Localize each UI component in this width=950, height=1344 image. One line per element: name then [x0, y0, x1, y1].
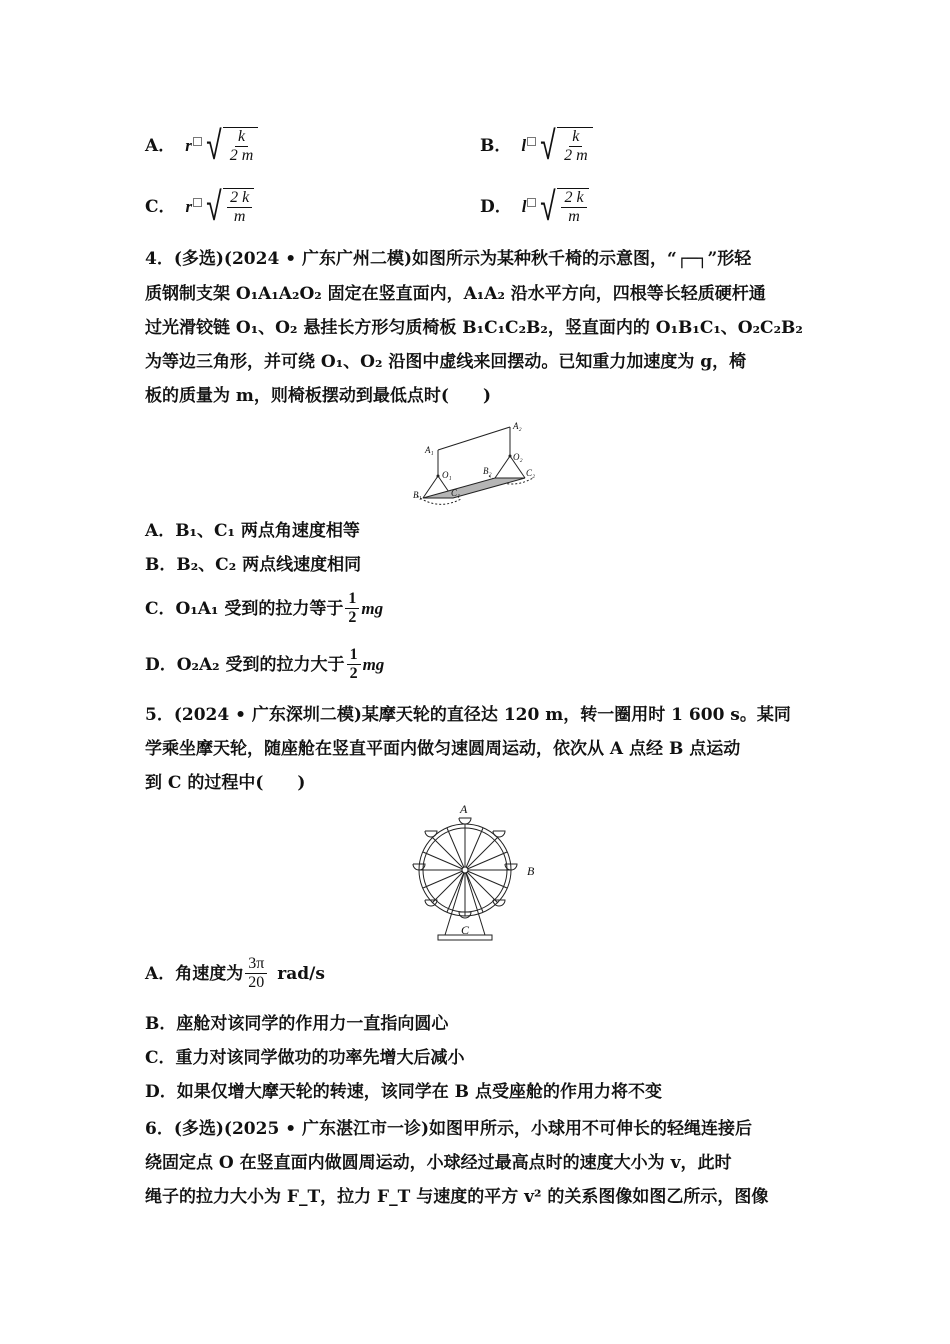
frac-den: 2 m: [229, 147, 254, 164]
q5-stem-line-2: 学乘坐摩天轮，随座舱在竖直平面内做匀速圆周运动，依次从 A 点经 B 点运动: [145, 739, 741, 759]
hub: [462, 867, 468, 873]
rod-o2-b2: [495, 456, 510, 478]
swing-chair-figure: [405, 416, 555, 508]
option-a-text: A．角速度为: [145, 963, 244, 984]
sqrt-icon: √: [206, 123, 222, 169]
q3-option-b[interactable]: [480, 123, 593, 169]
label-o1: O₁: [442, 470, 452, 480]
sqrt-icon: √: [540, 184, 557, 230]
q4-option-c[interactable]: [145, 590, 383, 627]
fraction-half: [347, 646, 361, 683]
frac-num: 1: [347, 646, 361, 665]
label-o2: O₂: [513, 452, 523, 462]
q5-option-c[interactable]: C．重力对该同学做功的功率先增大后减小: [145, 1048, 465, 1068]
unit: rad/s: [277, 963, 325, 984]
placeholder-box-icon: [527, 137, 536, 146]
cabin: [425, 831, 437, 837]
option-label: A．: [145, 136, 176, 156]
radical: [537, 123, 593, 169]
label-a1: A₁: [425, 445, 434, 455]
sqrt-icon: √: [206, 184, 222, 230]
bar-a1-a2: [438, 427, 510, 450]
label-b2: B₂: [483, 466, 492, 476]
hinge-o2: [509, 455, 512, 458]
frac-num: k: [569, 128, 582, 147]
q4-option-a[interactable]: A．B₁、C₁ 两点角速度相等: [145, 521, 360, 541]
radical: [203, 123, 259, 169]
label-c: C: [461, 923, 470, 937]
hinge-o1: [437, 475, 440, 478]
radical: [537, 184, 588, 230]
frac-den: 2 m: [564, 147, 588, 164]
label-b1: B₁: [413, 490, 422, 500]
variable: l: [521, 136, 527, 155]
q3-option-a[interactable]: [145, 123, 258, 169]
label-a: A: [460, 803, 468, 816]
q4-option-d[interactable]: [145, 646, 384, 683]
frac-den: m: [233, 208, 246, 225]
frac-den: 2: [349, 665, 358, 682]
q3-option-d[interactable]: [480, 184, 589, 230]
label-c1: C₁: [451, 488, 461, 498]
label-a2: A₂: [513, 421, 522, 431]
label-b: B: [527, 864, 535, 878]
q5-stem-line-1: 5．(2024 • 广东深圳二模)某摩天轮的直径达 120 m，转一圈用时 1 600 s。某同: [145, 705, 791, 725]
q5-option-d[interactable]: D．如果仅增大摩天轮的转速，该同学在 B 点受座舱的作用力将不变: [145, 1082, 662, 1102]
option-label: D．: [480, 197, 512, 217]
placeholder-box-icon: [527, 198, 536, 207]
frac-num: k: [235, 128, 248, 147]
variable: r: [185, 136, 192, 155]
fraction: [245, 955, 267, 992]
cabin: [493, 831, 505, 837]
q4-stem-line-4: 为等边三角形，并可绕 O₁、O₂ 沿图中虚线来回摆动。已知重力加速度为 g，椅: [145, 352, 747, 372]
q4-stem-line-2: 质钢制支架 O₁A₁A₂O₂ 固定在竖直面内，A₁A₂ 沿水平方向，四根等长轻质硬杆通: [145, 284, 766, 304]
frac-num: 3π: [245, 955, 267, 974]
frac-num: 2 k: [227, 189, 252, 208]
q5-option-a[interactable]: [145, 955, 325, 992]
fraction-half: [345, 590, 359, 627]
label-c2: C₂: [526, 468, 536, 478]
q4-stem-line-3: 过光滑铰链 O₁、O₂ 悬挂长方形匀质椅板 B₁C₁C₂B₂，竖直面内的 O₁B₁C₁、O₂C₂B₂: [145, 318, 803, 338]
radical: [203, 184, 254, 230]
q4-stem-line-5: 板的质量为 m，则椅板摆动到最低点时( ): [145, 386, 491, 406]
option-label: C．: [145, 197, 176, 217]
variable: r: [185, 197, 193, 216]
q4-option-b[interactable]: B．B₂、C₂ 两点线速度相同: [145, 555, 362, 575]
q3-option-c[interactable]: [145, 184, 254, 230]
option-c-text: C．O₁A₁ 受到的拉力等于: [145, 598, 344, 619]
seat-board: [423, 478, 525, 498]
placeholder-box-icon: [193, 198, 202, 207]
frac-num: 1: [345, 590, 359, 609]
q6-stem-line-2: 绕固定点 O 在竖直面内做圆周运动，小球经过最高点时的速度大小为 v，此时: [145, 1153, 732, 1173]
q6-stem-line-3: 绳子的拉力大小为 F_T，拉力 F_T 与速度的平方 v² 的关系图像如图乙所示，图像: [145, 1187, 769, 1207]
mg: mg: [362, 654, 385, 674]
frac-den: 2: [348, 609, 357, 626]
q5-stem-line-3: 到 C 的过程中( ): [145, 773, 306, 793]
option-d-text: D．O₂A₂ 受到的拉力大于: [145, 654, 345, 675]
frac-num: 2 k: [561, 189, 586, 208]
frac-den: 20: [248, 974, 265, 991]
q4-stem-line-1: 4．(多选)(2024 • 广东广州二模)如图所示为某种秋千椅的示意图，“┌─┐”形轻: [145, 249, 752, 269]
sqrt-icon: √: [540, 123, 556, 169]
cabin-top: [459, 818, 471, 824]
option-label: B．: [480, 136, 512, 156]
q6-stem-line-1: 6．(多选)(2025 • 广东湛江市一诊)如图甲所示，小球用不可伸长的轻绳连接后: [145, 1119, 753, 1139]
q5-option-b[interactable]: B．座舱对该同学的作用力一直指向圆心: [145, 1014, 449, 1034]
placeholder-box-icon: [193, 137, 202, 146]
ferris-wheel-figure: [405, 803, 545, 943]
frac-den: m: [568, 208, 580, 225]
mg: mg: [361, 598, 384, 618]
variable: l: [521, 197, 527, 216]
